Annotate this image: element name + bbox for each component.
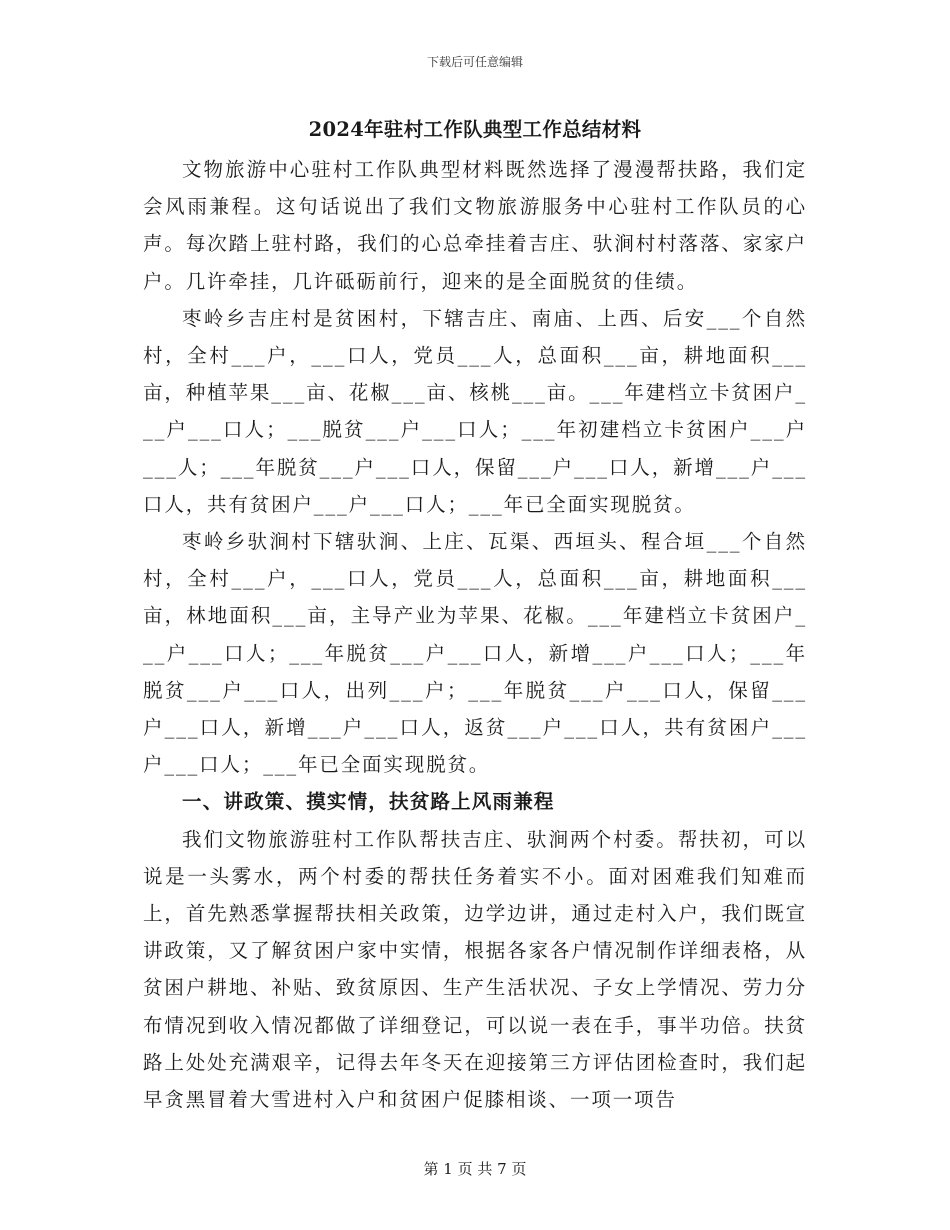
- page-footer: 第 1 页 共 7 页: [423, 1160, 527, 1178]
- section-heading-1: 一、讲政策、摸实情，扶贫路上风雨兼程: [182, 790, 555, 814]
- document-title: 2024年驻村工作队典型工作总结材料: [308, 118, 642, 141]
- paragraph-tuojian-village: 枣岭乡驮涧村下辖驮涧、上庄、瓦渠、西垣头、程合垣___个自然村，全村___户，___口人，党员___人，总面积___亩，耕地面积___亩，林地面积___亩，主导产业为苹果、花椒。___年建档立卡贫困户___户___口人；___年脱贫___户___口人，新增___户___口人；___年脱贫___户___口人，出列___户；___年脱贫___户___口人，保留___户___口人，新增___户___口人，返贫___户___口人，共有贫困户___户___口人；___年已全面实现脱贫。: [143, 530, 807, 777]
- document-body: [143, 151, 807, 1118]
- paragraph-section-1: 我们文物旅游驻村工作队帮扶吉庄、驮涧两个村委。帮扶初，可以说是一头雾水，两个村委的帮扶任务着实不小。面对困难我们知难而上，首先熟悉掌握帮扶相关政策，边学边讲，通过走村入户，我们既宣讲政策，又了解贫困户家中实情，根据各家各户情况制作详细表格，从贫困户耕地、补贴、致贫原因、生产生活状况、子女上学情况、劳力分布情况到收入情况都做了详细登记，可以说一表在手，事半功倍。扶贫路上处处充满艰辛，记得去年冬天在迎接第三方评估团检查时，我们起早贪黑冒着大雪进村入户和贫困户促膝相谈、一项一项告: [143, 827, 807, 1112]
- paragraph-intro: 文物旅游中心驻村工作队典型材料既然选择了漫漫帮扶路，我们定会风雨兼程。这句话说出了我们文物旅游服务中心驻村工作队员的心声。每次踏上驻村路，我们的心总牵挂着吉庄、驮涧村村落落、家家户户。几许牵挂，几许砥砺前行，迎来的是全面脱贫的佳绩。: [143, 158, 807, 293]
- page-header-note: 下载后可任意编辑: [426, 55, 523, 69]
- paragraph-jizhuang-village: 枣岭乡吉庄村是贫困村，下辖吉庄、南庙、上西、后安___个自然村，全村___户，___口人，党员___人，总面积___亩，耕地面积___亩，种植苹果___亩、花椒___亩、核桃___亩。___年建档立卡贫困户___户___口人；___脱贫___户___口人；___年初建档立卡贫困户___户___人；___年脱贫___户___口人，保留___户___口人，新增___户___口人，共有贫困户___户___口人；___年已全面实现脱贫。: [143, 306, 807, 516]
